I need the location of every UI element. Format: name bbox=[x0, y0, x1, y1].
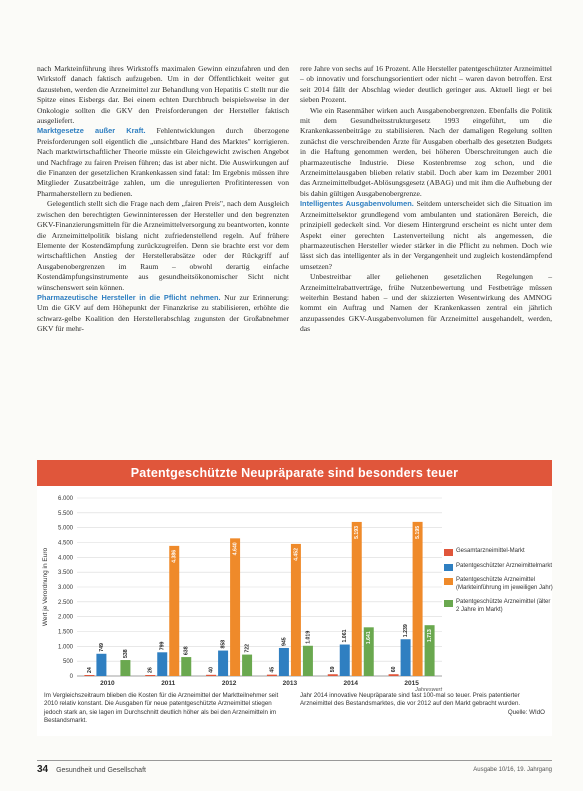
data-label: 60 bbox=[390, 666, 397, 673]
legend-item bbox=[444, 599, 554, 614]
data-label: 1.019 bbox=[305, 630, 312, 644]
legend-label: Gesamtarzneimittel-Markt bbox=[456, 548, 525, 554]
legend-item bbox=[444, 577, 554, 592]
x-tick-label: 2013 bbox=[282, 680, 298, 687]
bar bbox=[230, 538, 240, 676]
y-tick-label: 5.000 bbox=[57, 525, 73, 532]
article-left-column bbox=[37, 64, 289, 335]
data-label: 45 bbox=[269, 666, 276, 673]
paragraph: Unbestreitbar aller geliehenen gesetzlichen Regelungen – Arzneimittelrabattverträge, frühe Nutzenbewertung und Festbeträge müssen weiterhin Bestand haben – und der skizzierten Wesentwirkung des AMNOG kommt ein Auftrag und Namen der Krankenkassen zentral ein jährlich anzupassendes GKV-Ausgabenvolumen für Arzneimittel ausgehandelt, werden, das bbox=[300, 272, 552, 334]
y-tick-label: 2.500 bbox=[57, 599, 73, 606]
bar bbox=[84, 675, 94, 676]
data-label: 1.641 bbox=[366, 631, 373, 645]
bar bbox=[279, 648, 289, 676]
article-right-column bbox=[300, 64, 552, 335]
subheading: Intelligentes Ausgabenvolumen. bbox=[300, 199, 414, 209]
caption-text: Jahr 2014 innovative Neupräparate sind fast 100-mal so teuer. Preis patentierter Arzneimittel des Bestandsmarktes, die vor 2012 auf den Markt gebracht wurden. bbox=[300, 692, 521, 708]
data-label: 26 bbox=[147, 667, 154, 673]
legend-label: Patentgeschützte Arzneimittel (älter 2 Jahre im Markt) bbox=[456, 599, 551, 613]
y-tick-label: 2.000 bbox=[57, 614, 73, 621]
data-label: 722 bbox=[244, 643, 251, 653]
chart-caption-right bbox=[300, 692, 545, 717]
bar bbox=[157, 652, 167, 676]
data-label: 4.640 bbox=[232, 542, 239, 556]
bar bbox=[169, 546, 179, 676]
y-tick-label: 3.000 bbox=[57, 585, 73, 591]
paragraph-text: Nur zur Erinnerung: Um die GKV auf dem Höhepunkt der Finanzkrise zu stabilisieren, erhöhte die schwarz-gelbe Koalition den Herstellerabschlag zugunsten der Großabnehmer GKV für mehr- bbox=[37, 292, 289, 334]
y-tick-label: 4.500 bbox=[57, 540, 73, 547]
data-label: 945 bbox=[281, 637, 288, 646]
x-axis-label: Jahreswert bbox=[415, 687, 442, 692]
x-tick-label: 2012 bbox=[221, 680, 237, 687]
paragraph: nach Markteinführung ihres Wirkstoffs maximalen Gewinn einzufahren und den Wirkstoff danach faktisch aufzugeben. Um in der Öffentlichkeit weiter gut dazustehen, werden die Arzneimittel zur Behandlung von Hepatitis C stellt nur die Spitze eines Eisbergs dar. Bei einem echten Durchbruch beispielsweise in der Onkologie sollten die GKV den Preisforderungen der Hersteller faktisch ausgeliefert. bbox=[37, 64, 289, 126]
chart-title: Patentgeschützte Neupräparate sind besonders teuer bbox=[37, 460, 552, 486]
paragraph-text: Fehlentwicklungen durch überzogene Preisforderungen soll eigentlich die „unsichtbare Hand des Marktes" korrigieren. Nach marktwirtschaftlicher Theorie müsste ein Gleichgewicht zwischen Angebot und Nachfrage zu fairen Preisen führen; das ist aber nicht. Die Auswirkungen auf die Finanzen der gesetzlichen Krankenkassen sind fatal: Im Ergebnis müssen ihre Mitglieder Zusatzbeiträge zahlen, um die unregulierten Profitinteressen von Pharmaherstellern zu bedienen. bbox=[37, 126, 290, 198]
legend-item bbox=[444, 548, 554, 556]
legend-label: Patentgeschützte Arzneimittel (Markteinführung im jeweiligen Jahr) bbox=[456, 577, 553, 591]
bar bbox=[413, 522, 423, 676]
bar bbox=[401, 639, 411, 676]
y-tick-label: 5.500 bbox=[57, 510, 73, 517]
bar bbox=[328, 674, 338, 676]
bar bbox=[340, 645, 350, 676]
data-label: 538 bbox=[122, 649, 129, 659]
paragraph-text: Seitdem unterscheidet sich die Situation im Arzneimittelsektor grundlegend vom ambulanten und stationären Bereich, die prinzipiell gedeckelt sind. Vor diesem Hintergrund erscheint es nicht unter dem Aspekt einer gerechten Lastenverteilung nicht als angemessen, die pharmazeutischen Hersteller wieder stärker in die Pflicht zu nehmen. Doch wie lässt sich das intelligenter als in der Vergangenheit und zugleich kostendämpfend umsetzen? bbox=[300, 199, 552, 271]
data-label: 4.386 bbox=[171, 549, 178, 563]
paragraph: Wie ein Rasenmäher wirken auch Ausgabenobergrenzen. Ebenfalls die Politik mit dem Gesundheitsstrukturgesetz 1993 eingeführt, um die Krankenkassenbeiträge zu stabilisieren. Nach der damaligen Regelung sollten zunächst die verschreibenden Ärzte für Ausgaben oberhalb des gesetzten Budgets in die Haftung genommen werden, bei höheren Überschreitungen auch die pharmazeutische Industrie. Diese Kostenbremse zog schon, und die Arzneimittelausgaben blieben relativ stabil. Doch aber kam im Dezember 2001 das Arzneimittelbudget-Ablösungsgesetz (ABAG) und mit ihm die Aufhebung der bis dahin gültigen Ausgabenobergrenze. bbox=[300, 105, 552, 198]
data-label: 799 bbox=[159, 641, 166, 651]
legend-item bbox=[444, 563, 554, 571]
paragraph: Gelegentlich stellt sich die Frage nach dem „fairen Preis", nach dem Ausgleich zwischen den berechtigten Gewinninteressen der Hersteller und den begrenzten GKV-Finanzierungsmitteln für die Arzneimittelversorgung zu beantworten, konnte die Arzneimittelpolitik bislang nicht zufriedenstellend regeln. Auf frühere Elemente der Kostendämpfung zurückzugreifen. Denn sie brachte erst vor dem wirtschaftlichen Anstieg der Herstellerabsätze oder der Rückgriff auf Ausgabenobergrenzen im Raum – obwohl derartig einfache Kostendämpfungsinstrumente aus gesundheitsökonomischer Sicht nicht wünschenswert sein können. bbox=[37, 199, 289, 292]
data-label: 1.713 bbox=[426, 629, 433, 643]
data-label: 4.452 bbox=[293, 547, 300, 561]
bar bbox=[145, 675, 155, 676]
y-tick-label: 1.500 bbox=[57, 629, 73, 636]
legend-swatch bbox=[444, 564, 453, 571]
data-label: 1.061 bbox=[342, 629, 349, 643]
bar bbox=[96, 654, 106, 676]
paragraph: rere Jahre von sechs auf 16 Prozent. Alle Hersteller patentgeschützter Arzneimittel – ob innovativ und forschungsorientiert oder nicht – waren davon betroffen. Erst seit 2014 fällt der Abschlag wieder deutlich geringer aus. Aktuell liegt er bei sieben Prozent. bbox=[300, 64, 552, 105]
data-label: 638 bbox=[183, 646, 190, 656]
bar bbox=[291, 544, 301, 676]
chart-source: Quelle: WIdO bbox=[507, 708, 545, 716]
y-axis-label: Wert je Verordnung in Euro bbox=[42, 547, 49, 627]
bar bbox=[206, 675, 216, 676]
data-label: 858 bbox=[220, 639, 227, 649]
legend-swatch bbox=[444, 549, 453, 556]
bar bbox=[120, 660, 130, 676]
subheading: Marktgesetze außer Kraft. bbox=[37, 126, 146, 136]
data-label: 1.239 bbox=[402, 624, 409, 638]
page-footer bbox=[37, 760, 552, 779]
y-tick-label: 3.500 bbox=[57, 570, 73, 577]
bar bbox=[181, 657, 191, 676]
x-tick-label: 2011 bbox=[161, 680, 176, 687]
y-tick-label: 4.000 bbox=[57, 555, 73, 562]
chart-caption-left: Im Vergleichszeitraum blieben die Kosten für die Arzneimittel der Marktteilnehmer seit 2010 relativ konstant. Die Ausgaben für neue patentgeschützte Arzneimittel stiegen jedoch stark an, sie lagen im Durchschnitt deutlich höher als bei den Arzneimitteln im Bestandsmarkt. bbox=[44, 692, 279, 725]
bar bbox=[303, 646, 313, 676]
y-tick-label: 0 bbox=[69, 674, 73, 680]
paragraph bbox=[37, 293, 289, 335]
legend-swatch bbox=[444, 600, 453, 607]
chart-legend bbox=[444, 548, 554, 621]
y-tick-label: 500 bbox=[62, 659, 73, 666]
data-label: 5.195 bbox=[414, 525, 421, 539]
paragraph bbox=[37, 126, 289, 199]
data-label: 24 bbox=[86, 667, 93, 673]
data-label: 5.193 bbox=[354, 525, 361, 539]
issue-info: Ausgabe 10/16, 19. Jahrgang bbox=[473, 767, 552, 773]
legend-swatch bbox=[444, 578, 453, 585]
legend-label: Patentgeschützter Arzneimittelmarkt bbox=[456, 562, 553, 569]
bar bbox=[218, 651, 228, 676]
y-tick-label: 1.000 bbox=[57, 644, 73, 651]
magazine-name: Gesundheit und Gesellschaft bbox=[56, 767, 146, 774]
page-number: 34 bbox=[37, 764, 49, 775]
x-tick-label: 2015 bbox=[404, 680, 419, 687]
subheading: Pharmazeutische Hersteller in die Pflicht nehmen. bbox=[37, 292, 221, 302]
bar bbox=[267, 675, 277, 676]
data-label: 40 bbox=[208, 667, 215, 673]
x-tick-label: 2014 bbox=[343, 680, 358, 687]
paragraph bbox=[300, 199, 552, 272]
y-tick-label: 6.000 bbox=[57, 496, 73, 502]
data-label: 59 bbox=[330, 666, 337, 673]
bar bbox=[389, 674, 399, 676]
data-label: 749 bbox=[98, 643, 105, 652]
x-tick-label: 2010 bbox=[100, 680, 115, 687]
bar bbox=[242, 655, 252, 676]
bar bbox=[352, 522, 362, 676]
